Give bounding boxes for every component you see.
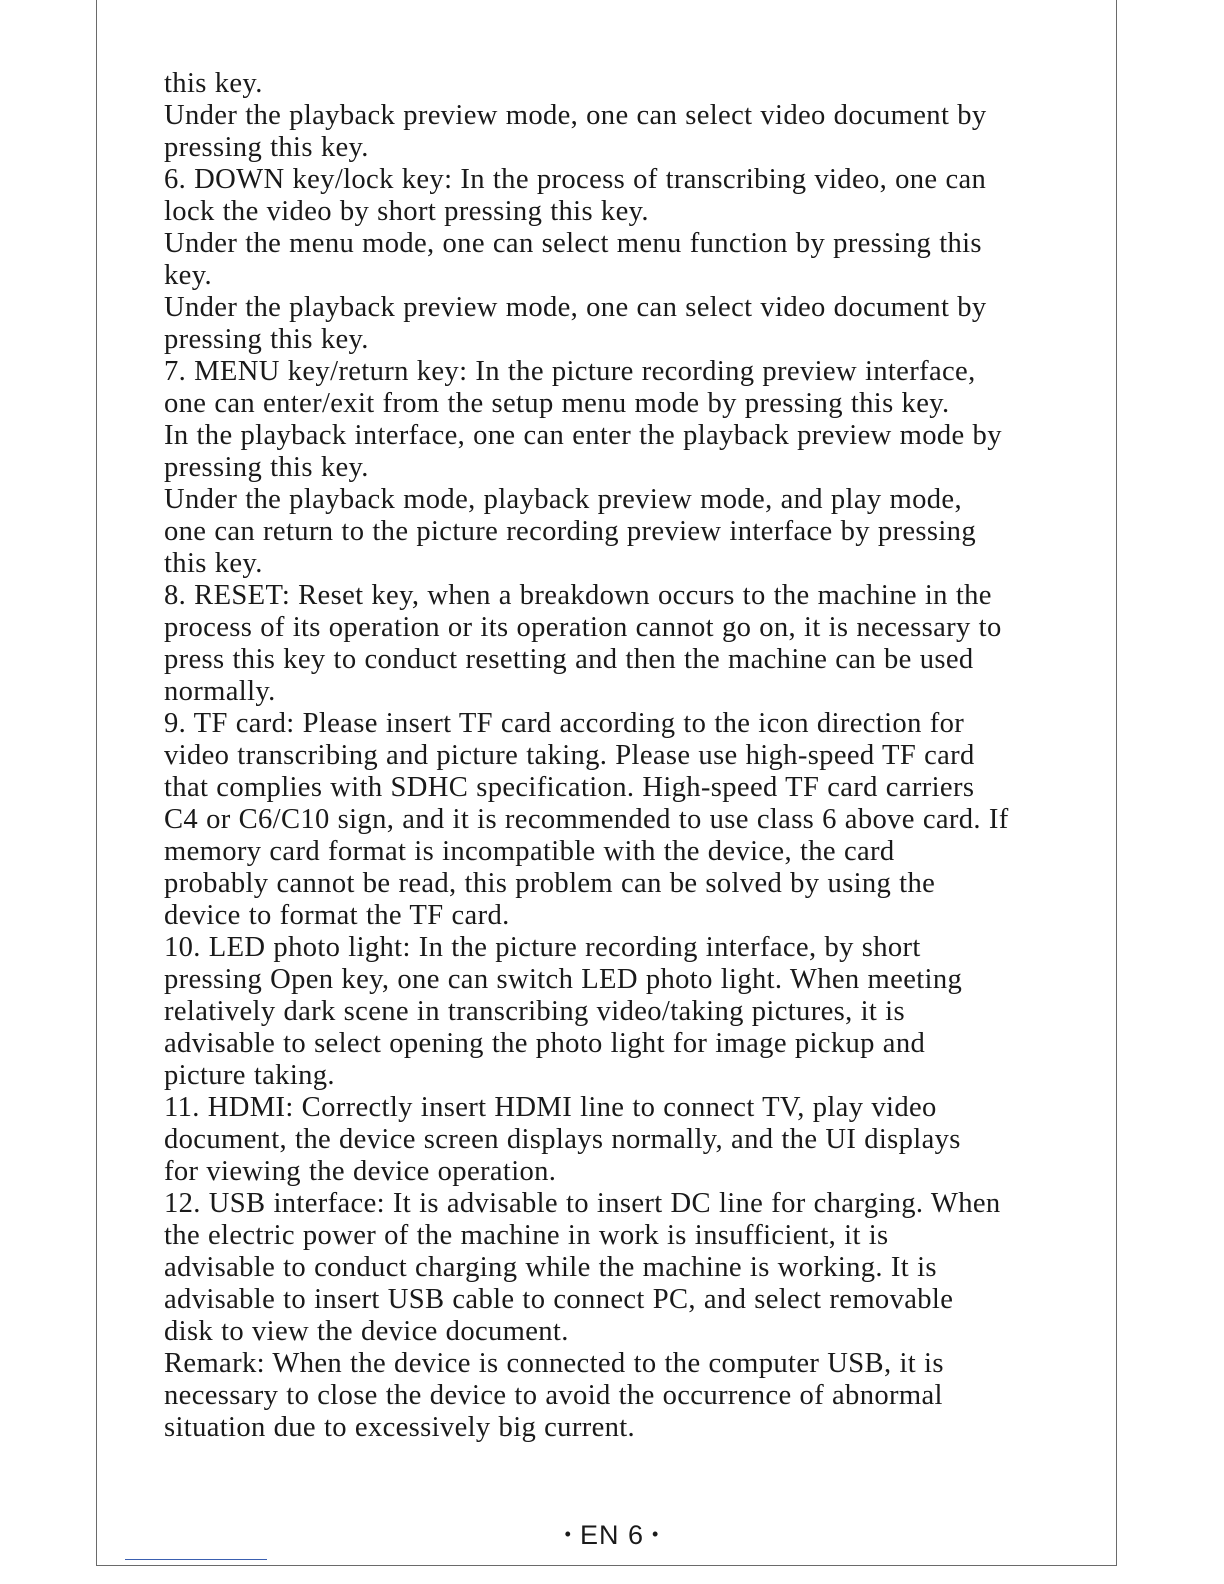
text-line: this key. — [164, 68, 263, 99]
text-line: advisable to select opening the photo light for image pickup and — [164, 1028, 926, 1059]
text-line: 8. RESET: Reset key, when a breakdown occurs to the machine in the — [164, 580, 992, 611]
footer-dot-right: • — [652, 1524, 660, 1544]
text-line: advisable to insert USB cable to connect PC, and select removable — [164, 1284, 954, 1315]
text-line: one can enter/exit from the setup menu mode by pressing this key. — [164, 388, 950, 419]
text-line: this key. — [164, 548, 263, 579]
text-line: 6. DOWN key/lock key: In the process of transcribing video, one can — [164, 164, 987, 195]
text-line: Under the playback preview mode, one can select video document by — [164, 100, 987, 131]
text-line: lock the video by short pressing this key. — [164, 196, 649, 227]
page-number-footer — [0, 1520, 1224, 1551]
text-line: one can return to the picture recording preview interface by pressing — [164, 516, 976, 547]
text-line: probably cannot be read, this problem can be solved by using the — [164, 868, 936, 899]
text-line: 11. HDMI: Correctly insert HDMI line to connect TV, play video — [164, 1092, 937, 1123]
page-number: EN 6 — [579, 1520, 645, 1550]
text-line: the electric power of the machine in work is insufficient, it is — [164, 1220, 889, 1251]
text-line: pressing this key. — [164, 132, 369, 163]
text-line: necessary to close the device to avoid the occurrence of abnormal — [164, 1380, 943, 1411]
text-line: for viewing the device operation. — [164, 1156, 557, 1187]
text-line: 7. MENU key/return key: In the picture recording preview interface, — [164, 356, 976, 387]
text-line: C4 or C6/C10 sign, and it is recommended to use class 6 above card. If — [164, 804, 1009, 835]
text-line: Under the playback preview mode, one can select video document by — [164, 292, 987, 323]
text-line: pressing Open key, one can switch LED photo light. When meeting — [164, 964, 963, 995]
text-line: disk to view the device document. — [164, 1316, 569, 1347]
text-line: situation due to excessively big current. — [164, 1412, 636, 1443]
footer-dot-left: • — [564, 1524, 572, 1544]
text-line: Under the playback mode, playback preview mode, and play mode, — [164, 484, 962, 515]
bottom-rule — [125, 1559, 267, 1560]
text-line: that complies with SDHC specification. High-speed TF card carriers — [164, 772, 975, 803]
document-body — [164, 68, 1064, 1444]
text-line: picture taking. — [164, 1060, 335, 1091]
text-line: Remark: When the device is connected to the computer USB, it is — [164, 1348, 944, 1379]
text-line: press this key to conduct resetting and then the machine can be used — [164, 644, 974, 675]
text-line: video transcribing and picture taking. Please use high-speed TF card — [164, 740, 975, 771]
text-line: 10. LED photo light: In the picture recording interface, by short — [164, 932, 921, 963]
text-line: Under the menu mode, one can select menu function by pressing this — [164, 228, 982, 259]
text-line: 9. TF card: Please insert TF card according to the icon direction for — [164, 708, 965, 739]
text-line: pressing this key. — [164, 324, 369, 355]
text-line: document, the device screen displays normally, and the UI displays — [164, 1124, 961, 1155]
text-line: In the playback interface, one can enter the playback preview mode by — [164, 420, 1002, 451]
text-line: process of its operation or its operation cannot go on, it is necessary to — [164, 612, 1002, 643]
text-line: device to format the TF card. — [164, 900, 510, 931]
text-line: key. — [164, 260, 212, 291]
text-line: memory card format is incompatible with the device, the card — [164, 836, 895, 867]
text-line: 12. USB interface: It is advisable to insert DC line for charging. When — [164, 1188, 1001, 1219]
text-line: advisable to conduct charging while the machine is working. It is — [164, 1252, 937, 1283]
text-line: pressing this key. — [164, 452, 369, 483]
text-line: relatively dark scene in transcribing video/taking pictures, it is — [164, 996, 905, 1027]
text-line: normally. — [164, 676, 276, 707]
